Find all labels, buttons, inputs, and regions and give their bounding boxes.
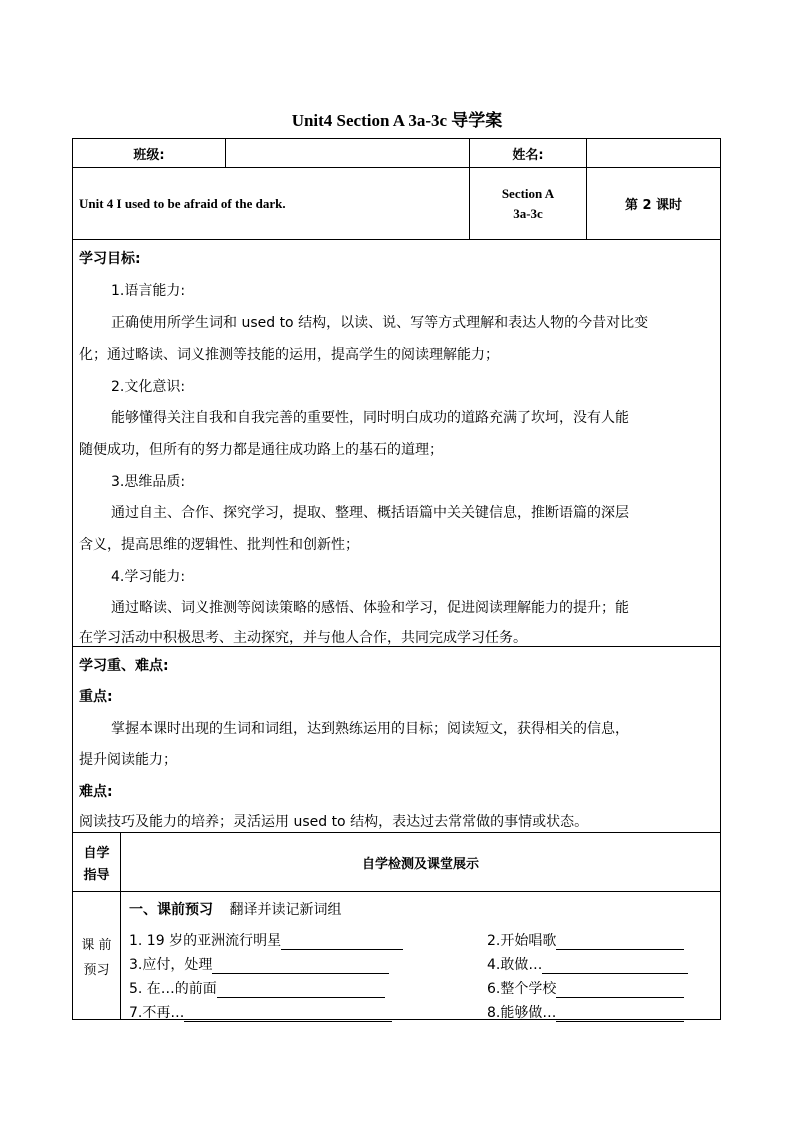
selfstudy-label-line2: 指导 bbox=[83, 867, 110, 883]
section-cell bbox=[469, 167, 587, 240]
preview-item-5 bbox=[129, 978, 385, 998]
objective-1-title: 1.语言能力: bbox=[111, 283, 186, 299]
objective-2-title: 2.文化意识: bbox=[111, 379, 186, 395]
preview-label-line1: 课 前 bbox=[81, 937, 112, 953]
objective-2-line1: 能够懂得关注自我和自我完善的重要性，同时明白成功的道路充满了坎坷，没有人能 bbox=[111, 410, 629, 426]
class-label: 班级: bbox=[72, 138, 226, 168]
preview-item-8-text: 8.能够做… bbox=[487, 1005, 557, 1021]
objective-3-title: 3.思维品质: bbox=[111, 474, 186, 490]
keypoints-heading: 学习重、难点: bbox=[79, 658, 169, 674]
preview-item-5-blank[interactable] bbox=[217, 983, 385, 998]
preview-item-2 bbox=[487, 930, 684, 950]
page-title: Unit4 Section A 3a-3c 导学案 bbox=[291, 111, 503, 130]
objective-4-line1: 通过略读、词义推测等阅读策略的感悟、体验和学习，促进阅读理解能力的提升；能 bbox=[111, 600, 629, 616]
objective-3-line2: 含义，提高思维的逻辑性、批判性和创新性； bbox=[79, 537, 359, 553]
preview-item-3 bbox=[129, 954, 389, 974]
key-line1: 掌握本课时出现的生词和词组，达到熟练运用的目标；阅读短文，获得相关的信息， bbox=[111, 721, 629, 737]
preview-item-1-text: 1. 19 岁的亚洲流行明星 bbox=[129, 933, 282, 949]
keypoints-section bbox=[72, 646, 721, 833]
preview-item-5-text: 5. 在…的前面 bbox=[129, 981, 217, 997]
preview-subheading: 翻译并读记新词组 bbox=[229, 902, 342, 918]
preview-section bbox=[120, 891, 721, 1020]
difficulty-label: 难点: bbox=[79, 784, 113, 800]
unit-title: Unit 4 I used to be afraid of the dark. bbox=[72, 167, 470, 240]
preview-item-6 bbox=[487, 978, 684, 998]
study-guide-table bbox=[72, 138, 721, 1020]
key-line2: 提升阅读能力； bbox=[79, 752, 177, 768]
objective-4-title: 4.学习能力: bbox=[111, 569, 186, 585]
preview-item-4-text: 4.敢做… bbox=[487, 957, 543, 973]
preview-item-4 bbox=[487, 954, 688, 974]
preview-item-7-blank[interactable] bbox=[184, 1007, 392, 1022]
name-field[interactable] bbox=[586, 138, 721, 168]
preview-item-6-blank[interactable] bbox=[556, 983, 684, 998]
selfstudy-heading: 自学检测及课堂展示 bbox=[120, 832, 721, 892]
preview-item-4-blank[interactable] bbox=[542, 959, 688, 974]
preview-label-line2: 预习 bbox=[83, 962, 110, 978]
objectives-heading: 学习目标: bbox=[79, 251, 141, 267]
objective-3-line1: 通过自主、合作、探究学习，提取、整理、概括语篇中关关键信息，推断语篇的深层 bbox=[111, 505, 629, 521]
preview-item-7 bbox=[129, 1002, 392, 1022]
difficulty-line1: 阅读技巧及能力的培养；灵活运用 used to 结构，表达过去常常做的事情或状态。 bbox=[79, 814, 589, 830]
preview-item-1 bbox=[129, 930, 403, 950]
preview-heading-row bbox=[129, 899, 341, 919]
preview-item-3-text: 3.应付，处理 bbox=[129, 957, 213, 973]
preview-item-8 bbox=[487, 1002, 684, 1022]
objective-2-line2: 随便成功，但所有的努力都是通往成功路上的基石的道理； bbox=[79, 442, 443, 458]
preview-item-2-text: 2.开始唱歌 bbox=[487, 933, 557, 949]
key-label: 重点: bbox=[79, 689, 113, 705]
preview-item-7-text: 7.不再… bbox=[129, 1005, 185, 1021]
name-label: 姓名: bbox=[469, 138, 587, 168]
lesson-number: 第 2 课时 bbox=[586, 167, 721, 240]
objective-1-line2: 化；通过略读、词义推测等技能的运用，提高学生的阅读理解能力； bbox=[79, 347, 499, 363]
selfstudy-label bbox=[72, 832, 121, 892]
objectives-section bbox=[72, 239, 721, 647]
preview-item-1-blank[interactable] bbox=[281, 935, 403, 950]
preview-heading: 一、课前预习 bbox=[129, 902, 213, 918]
preview-item-2-blank[interactable] bbox=[556, 935, 684, 950]
preview-item-8-blank[interactable] bbox=[556, 1007, 684, 1022]
objective-1-line1: 正确使用所学生词和 used to 结构，以读、说、写等方式理解和表达人物的今昔对比变 bbox=[111, 315, 649, 331]
section-line2: 3a-3c bbox=[513, 205, 543, 221]
class-field[interactable] bbox=[225, 138, 470, 168]
preview-item-6-text: 6.整个学校 bbox=[487, 981, 557, 997]
objective-4-line2: 在学习活动中积极思考、主动探究，并与他人合作，共同完成学习任务。 bbox=[79, 630, 527, 646]
preview-label bbox=[72, 891, 121, 1020]
section-line1: Section A bbox=[501, 185, 555, 201]
selfstudy-label-line1: 自学 bbox=[83, 845, 110, 861]
preview-item-3-blank[interactable] bbox=[212, 959, 389, 974]
